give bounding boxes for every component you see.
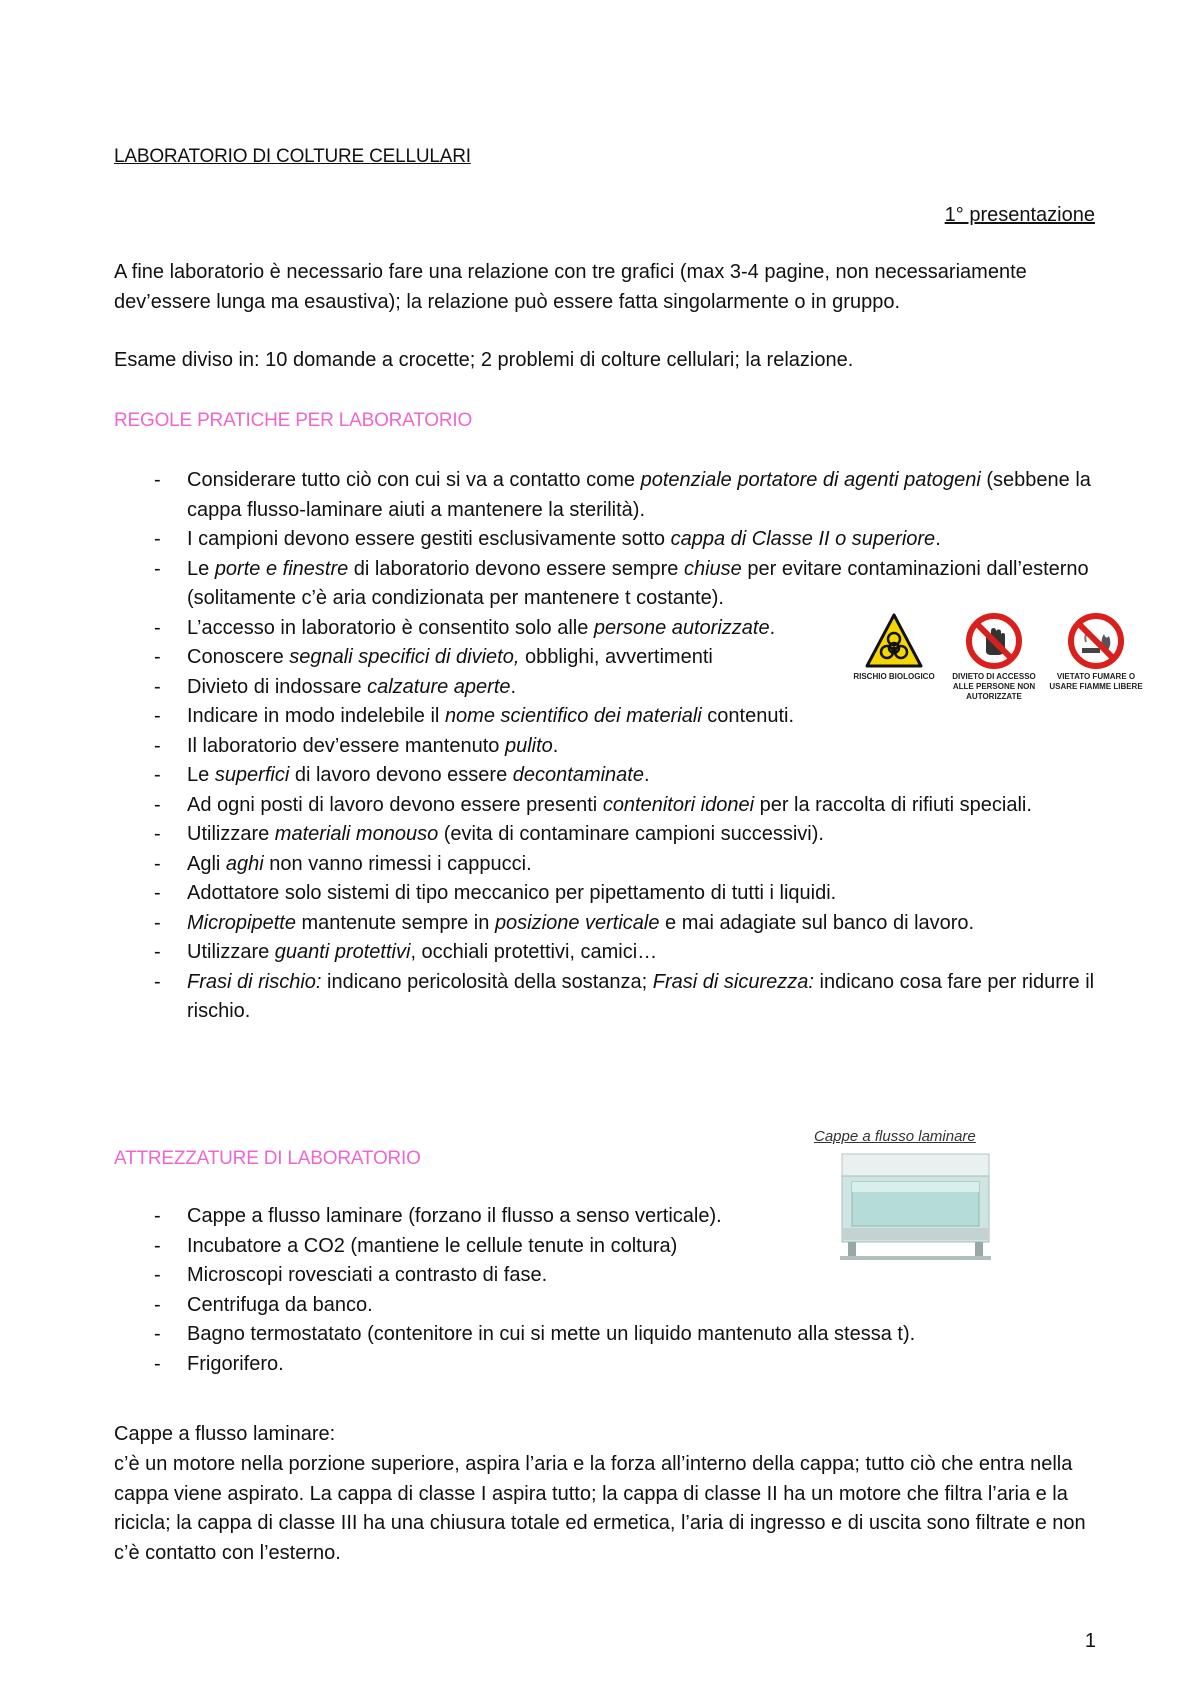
no-entry-hand-icon	[964, 612, 1024, 670]
safety-signs	[846, 612, 1146, 722]
equipment-item: - Microscopi rovesciati a contrasto di fase.	[114, 1261, 1104, 1291]
rule-item: - Il laboratorio dev’essere mantenuto pulito.	[114, 732, 887, 762]
no-smoking-caption: VIETATO FUMARE O USARE FIAMME LIBERE	[1049, 672, 1143, 691]
no-access-sign	[944, 612, 1044, 702]
rule-item: - Indicare in modo indelebile il nome scientifico dei materiali contenuti.	[114, 702, 887, 732]
equipment-item: - Incubatore a CO2 (mantiene le cellule tenute in coltura)	[114, 1232, 1104, 1262]
rule-item: - L’accesso in laboratorio è consentito solo alle persone autorizzate.	[114, 614, 887, 644]
intro-paragraph: A fine laboratorio è necessario fare una relazione con tre grafici (max 3-4 pagine, non necessariamente dev’essere lunga ma esaustiva); la relazione può essere fatta singolarmente o in gruppo.	[114, 261, 1027, 313]
equipment-list	[114, 1202, 1104, 1379]
biohazard-caption: RISCHIO BIOLOGICO	[853, 672, 935, 681]
rule-item: - Le porte e finestre di laboratorio devono essere sempre chiuse per evitare contaminazioni dall’esterno (solitamente c’è aria condizionata per mantenere t costante).	[114, 555, 1104, 614]
equipment-item: - Cappe a flusso laminare (forzano il flusso a senso verticale).	[114, 1202, 1104, 1232]
rule-item: - Le superfici di lavoro devono essere decontaminate.	[114, 761, 1104, 791]
section-heading-equipment: ATTREZZATURE DI LABORATORIO	[114, 1148, 421, 1169]
no-smoking-sign	[1044, 612, 1148, 692]
equipment-item: - Frigorifero.	[114, 1350, 1104, 1380]
document-title: LABORATORIO DI COLTURE CELLULARI	[114, 146, 471, 167]
rule-item: - Divieto di indossare calzature aperte.	[114, 673, 887, 703]
section-heading-rules: REGOLE PRATICHE PER LABORATORIO	[114, 410, 473, 431]
presentation-label: 1° presentazione	[944, 204, 1095, 226]
rule-item: - Considerare tutto ciò con cui si va a contatto come potenziale portatore di agenti patogeni (sebbene la cappa flusso-laminare aiuti a mantenere la sterilità).	[114, 466, 1104, 525]
hood-heading: Cappe a flusso laminare:	[114, 1423, 336, 1445]
equipment-item: - Centrifuga da banco.	[114, 1291, 1104, 1321]
exam-paragraph: Esame diviso in: 10 domande a crocette; 2 problemi di colture cellulari; la relazione.	[114, 349, 854, 371]
biohazard-sign	[844, 612, 944, 682]
rule-item: - I campioni devono essere gestiti esclusivamente sotto cappa di Classe II o superiore.	[114, 525, 1104, 555]
rule-item: - Utilizzare guanti protettivi, occhiali protettivi, camici…	[114, 938, 1104, 968]
biohazard-icon	[864, 612, 924, 670]
rule-item: - Agli aghi non vanno rimessi i cappucci.	[114, 850, 1104, 880]
rule-item: - Frasi di rischio: indicano pericolosità della sostanza; Frasi di sicurezza: indicano cosa fare per ridurre il rischio.	[114, 968, 1104, 1027]
rule-item: - Utilizzare materiali monouso (evita di contaminare campioni successivi).	[114, 820, 1104, 850]
rule-item: - Ad ogni posti di lavoro devono essere presenti contenitori idonei per la raccolta di rifiuti speciali.	[114, 791, 1104, 821]
rule-item: - Conoscere segnali specifici di divieto, obblighi, avvertimenti	[114, 643, 887, 673]
no-access-caption: DIVIETO DI ACCESSO ALLE PERSONE NON AUTORIZZATE	[952, 672, 1036, 701]
rule-item: - Adottatore solo sistemi di tipo meccanico per pipettamento di tutti i liquidi.	[114, 879, 1104, 909]
rules-list	[114, 466, 1104, 1027]
hood-image-caption: Cappe a flusso laminare	[814, 1128, 976, 1145]
page-number: 1	[1084, 1630, 1096, 1652]
no-smoking-flame-icon	[1066, 612, 1126, 670]
equipment-item: - Bagno termostatato (contenitore in cui si mette un liquido mantenuto alla stessa t).	[114, 1320, 1104, 1350]
hood-paragraph: c’è un motore nella porzione superiore, aspira l’aria e la forza all’interno della cappa; tutto ciò che entra nella cappa viene aspirato. La cappa di classe I aspira tutto; la cappa di classe II ha un motore che filtra l’aria e la ricicla; la cappa di classe III ha una chiusura totale ed ermetica, l’aria di ingresso e di uscita sono filtrate e non c’è contatto con l’esterno.	[114, 1453, 1086, 1564]
rule-item: - Micropipette mantenute sempre in posizione verticale e mai adagiate sul banco di lavoro.	[114, 909, 1104, 939]
